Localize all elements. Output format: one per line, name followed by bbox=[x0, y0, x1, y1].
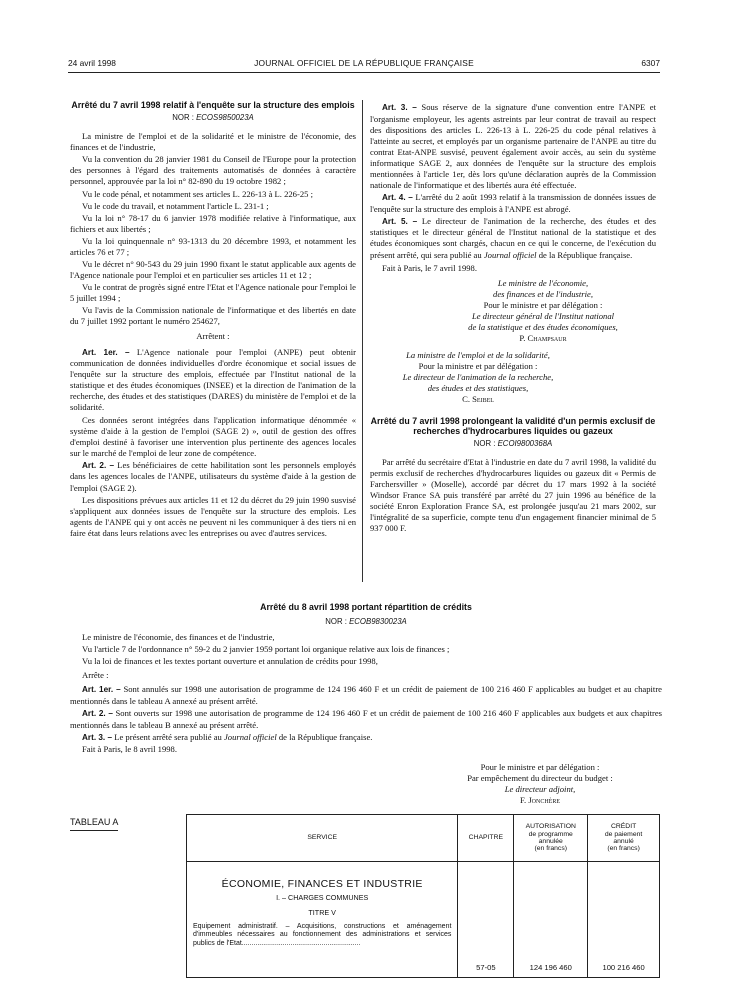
article2-nor bbox=[370, 439, 656, 449]
signatory-title: La ministre de l'emploi et de la solidarité, bbox=[406, 350, 550, 361]
article-label: Art. 3. – bbox=[382, 103, 417, 112]
article-label: Art. 5. – bbox=[382, 216, 418, 226]
visa-paragraph: Le ministre de l'économie, des finances et de l'industrie, bbox=[82, 632, 275, 642]
article2-title: Arrêté du 7 avril 1998 prolongeant la validité d'un permis exclusif de recherches d'hydrocarbures liquides ou gazeux bbox=[370, 415, 656, 436]
page-header bbox=[68, 58, 660, 70]
ministry-name: ÉCONOMIE, FINANCES ET INDUSTRIE bbox=[221, 878, 423, 890]
article1-nor bbox=[70, 113, 356, 123]
header-date: 24 avril 1998 bbox=[68, 58, 116, 68]
nor-code: ECOS9850023A bbox=[196, 113, 254, 123]
visa-paragraph: Vu le décret n° 90-543 du 29 juin 1990 fixant le statut applicable aux agents de l'Agence nationale pour l'emploi et en particulier ses articles 11 et 12 ; bbox=[70, 259, 356, 281]
signatory-title: Le directeur de l'animation de la recherche, bbox=[402, 372, 554, 383]
left-column bbox=[70, 100, 356, 540]
article-2-paragraph bbox=[70, 708, 662, 731]
signatory-title: des études et des statistiques, bbox=[427, 383, 529, 394]
visa-paragraph: Vu l'article 7 de l'ordonnance n° 59-2 du 2 janvier 1959 portant loi organique relative aux lois de finances ; bbox=[82, 644, 450, 655]
article-label: Art. 4. – bbox=[382, 193, 413, 203]
article1-title: Arrêté du 7 avril 1998 relatif à l'enquête sur la structure des emplois bbox=[71, 100, 355, 110]
article-2-paragraph-2: Les dispositions prévues aux articles 11 et 12 du décret du 29 juin 1990 susvisé s'appliquent aux données issues de l'enquête sur la structure des emplois. Les agents de l'ANPE qui y ont accès ne peuvent ni les communiquer à des tiers ni en faire état dans leurs relations avec les entreprises ou avec d'autres services. bbox=[70, 494, 356, 538]
header-page-number: 6307 bbox=[641, 58, 660, 68]
nor-label: NOR : bbox=[473, 438, 496, 448]
header-line: annulé bbox=[613, 838, 634, 845]
article-text: Sont ouverts sur 1998 une autorisation de programme de 124 196 460 F et un crédit de paiement de 100 216 460 F applicables aux budgets et aux chapitres mentionnés dans le tableau B annexé au présent arrêté. bbox=[70, 707, 662, 730]
tableau-label: TABLEAU A bbox=[70, 817, 118, 831]
visa-paragraph: Vu le code du travail, et notamment l'article L. 231-1 ; bbox=[82, 200, 269, 211]
journal-officiel-ref: Journal officiel bbox=[223, 731, 277, 742]
arrete-heading: Arrête : bbox=[82, 670, 109, 681]
article-label: Art. 2. – bbox=[82, 708, 113, 718]
right-column bbox=[370, 102, 656, 535]
header-line: annulée bbox=[538, 838, 563, 845]
article-text: de la République française. bbox=[536, 249, 633, 260]
autorisation-cell: 124 196 460 bbox=[514, 862, 588, 978]
fait-a-paris: Fait à Paris, le 7 avril 1998. bbox=[382, 262, 477, 273]
visa-paragraph: Vu la loi de finances et les textes portant ouverture et annulation de crédits pour 1998, bbox=[82, 656, 378, 667]
signatory-title: Le directeur adjoint, bbox=[504, 784, 576, 795]
visa-paragraph: Vu la loi quinquennale n° 93-1313 du 20 décembre 1993, et notamment les articles 76 et 77 ; bbox=[70, 235, 356, 257]
chapter-description: Equipement administratif. – Acquisitions, constructions et aménagement d'immeubles nécessaires au fonctionnement des administrations et services publics de l'Etat............................................................. bbox=[193, 923, 452, 947]
delegation-line: Pour le ministre et par délégation : bbox=[483, 299, 603, 310]
nor-code: ECOB9830023A bbox=[349, 617, 407, 626]
article-4-paragraph bbox=[370, 192, 656, 215]
header-line: (en francs) bbox=[607, 845, 640, 853]
credit-cell: 100 216 460 bbox=[588, 862, 660, 978]
article-1-paragraph-2: Ces données seront intégrées dans l'application informatique dénommée « système d'aide à la gestion de l'emploi (SAGE 2) », outil de gestion des offres d'emploi destiné à favoriser une intervention plus pertinente des agences locales sur le marché de l'emploi de leur zone de compétence. bbox=[70, 414, 356, 458]
visa-paragraph: Vu le code pénal, et notamment ses articles L. 226-13 à L. 226-25 ; bbox=[82, 188, 313, 199]
delegation-line: Pour la ministre et par délégation : bbox=[418, 361, 538, 372]
signatory-name: P. Champsaur bbox=[519, 333, 567, 344]
signature-block-2 bbox=[370, 350, 656, 405]
titre-name: TITRE V bbox=[308, 907, 336, 917]
nor-label: NOR : bbox=[325, 617, 347, 626]
article-3-paragraph bbox=[70, 732, 662, 744]
fait-a-paris: Fait à Paris, le 8 avril 1998. bbox=[82, 744, 177, 755]
signature-block-1 bbox=[370, 278, 656, 344]
article3-nor bbox=[70, 617, 662, 627]
article3-body bbox=[70, 632, 662, 756]
article-text: L'arrêté du 2 août 1993 relatif à la transmission de données issues de l'enquête sur la structure des emplois à l'ANPE est abrogé. bbox=[370, 192, 656, 214]
signature-block-3 bbox=[430, 762, 650, 806]
section-name: I. – CHARGES COMMUNES bbox=[276, 892, 369, 902]
header-line: de paiement bbox=[604, 830, 643, 838]
service-cell bbox=[187, 862, 458, 978]
visa-paragraph: Vu la convention du 28 janvier 1981 du Conseil de l'Europe pour la protection des personnes à l'égard des traitements automatisés de données à caractère personnel, approuvée par la loi n° 82-890 du 19 octobre 1982 ; bbox=[70, 154, 356, 187]
article-5-paragraph bbox=[370, 216, 656, 261]
table-header-row bbox=[187, 815, 660, 862]
article-1-paragraph bbox=[70, 684, 662, 707]
article-text: Sous réserve de la signature d'une convention entre l'ANPE et l'organisme employeur, les agents astreints par leur contrat de travail au respect des dispositions des articles L. 226-13 à L. 226-25 du code pénal relatives à l'atteinte au secret, et employés par un organisme partenaire de l'ANPE au titre du contrat Etat-ANPE susvisé, peuvent également avoir accès, au sein du système informatique SAGE 2, aux données de l'enquête sur la structure des emplois mentionnées à l'article 1er, dès lors qu'une déclaration auprès de la Commission nationale de l'informatique et des libertés aura été effectuée. bbox=[370, 102, 656, 191]
article-text: Sont annulés sur 1998 une autorisation de programme de 124 196 460 F et un crédit de paiement de 100 216 460 F applicables au budget et au chapitre mentionnés dans le tableau A annexé au présent arrêté. bbox=[70, 684, 662, 706]
column-header-chapitre: CHAPITRE bbox=[458, 815, 514, 862]
visa-paragraph: Vu le contrat de progrès signé entre l'Etat et l'Agence nationale pour l'emploi le 5 juillet 1994 ; bbox=[70, 282, 356, 304]
visa-paragraph: Vu l'avis de la Commission nationale de l'informatique et des libertés en date du 7 juillet 1992 portant le numéro 254627, bbox=[70, 305, 356, 327]
article-3-paragraph bbox=[370, 102, 656, 191]
signatory-name: F. Jonchère bbox=[519, 795, 561, 806]
header-line: AUTORISATION bbox=[525, 823, 576, 831]
article-text: de la République française. bbox=[276, 731, 373, 742]
signatory-title: Le ministre de l'économie, bbox=[497, 277, 589, 288]
article-text: Le présent arrêté sera publié au bbox=[114, 731, 224, 742]
article-label: Art. 3. – bbox=[82, 732, 113, 742]
header-line: CRÉDIT bbox=[610, 823, 637, 831]
visa-paragraph: La ministre de l'emploi et de la solidarité et le ministre de l'économie, des finances et de l'industrie, bbox=[70, 131, 356, 153]
signatory-title: Le directeur général de l'Institut national bbox=[471, 310, 615, 321]
header-line: (en francs) bbox=[534, 845, 567, 853]
credits-table bbox=[186, 814, 660, 978]
delegation-line: Pour le ministre et par délégation : bbox=[480, 762, 600, 772]
header-rule bbox=[68, 72, 660, 73]
article2-text: Par arrêté du secrétaire d'Etat à l'industrie en date du 7 avril 1998, la validité du permis exclusif de recherches d'hydrocarbures liquides ou gazeux dit « Permis de Farchersviller » (Moselle), accordé par décret du 17 mars 1992 à la société Windsor France SA puis transféré par arrêté du 27 juin 1996 au bénéfice de la société Enron Exploration France SA, est prolongée jusqu'au 21 mars 2002, sur l'intégralité de sa superficie, compte tenu d'un engagement financier minimal de 5 937 000 F. bbox=[370, 456, 656, 534]
article3-title: Arrêté du 8 avril 1998 portant répartition de crédits bbox=[260, 602, 472, 612]
header-journal-title: JOURNAL OFFICIEL DE LA RÉPUBLIQUE FRANÇAISE bbox=[254, 58, 474, 68]
column-header-service: SERVICE bbox=[187, 815, 458, 862]
visa-paragraph: Vu la loi n° 78-17 du 6 janvier 1978 modifiée relative à l'informatique, aux fichiers et aux libertés ; bbox=[70, 212, 356, 234]
delegation-line: Par empêchement du directeur du budget : bbox=[467, 773, 613, 784]
journal-officiel-ref: Journal officiel bbox=[483, 249, 537, 260]
nor-code: ECOI9800368A bbox=[497, 438, 553, 448]
article-2-paragraph bbox=[70, 460, 356, 494]
signatory-title: des finances et de l'industrie, bbox=[493, 288, 593, 299]
column-header-credit bbox=[588, 815, 660, 862]
article-label: Art. 1er. – bbox=[82, 685, 121, 695]
column-header-autorisation bbox=[514, 815, 588, 862]
chapitre-cell: 57-05 bbox=[458, 862, 514, 978]
nor-label: NOR : bbox=[172, 113, 194, 123]
table-row bbox=[187, 862, 660, 978]
article-text: L'Agence nationale pour l'emploi (ANPE) peut obtenir communication de données individuelles d'ordre économique et social issues de l'enquête sur la structure des emplois, effectuée par l'Institut national de la statistique et des études économiques (INSEE) et la direction de l'animation de la recherche, des études et des statistiques (DARES) du ministère de l'emploi et de la solidarité. bbox=[70, 346, 356, 413]
article-label: Art. 1er. – bbox=[82, 347, 130, 357]
header-line: de programme bbox=[528, 830, 573, 838]
article-text: Les bénéficiaires de cette habilitation sont les personnels employés dans les agences locales de l'ANPE, utilisateurs du système d'aide à la gestion de l'emploi (SAGE 2). bbox=[70, 459, 356, 493]
arretent-heading: Arrêtent : bbox=[196, 331, 230, 342]
signatory-title: de la statistique et des études économiques, bbox=[468, 321, 618, 332]
signatory-name: C. Seibel bbox=[462, 394, 494, 405]
article-1-paragraph bbox=[70, 347, 356, 414]
article-text: Le directeur de l'animation de la recherche, des études et des statistiques et le directeur général de l'Institut national de la statistique et des études économiques sont chargés, chacun en ce qui le concerne, de l'exécution du présent arrêté, qui sera publié au bbox=[370, 215, 656, 260]
article-label: Art. 2. – bbox=[82, 460, 115, 470]
column-divider bbox=[362, 100, 363, 582]
